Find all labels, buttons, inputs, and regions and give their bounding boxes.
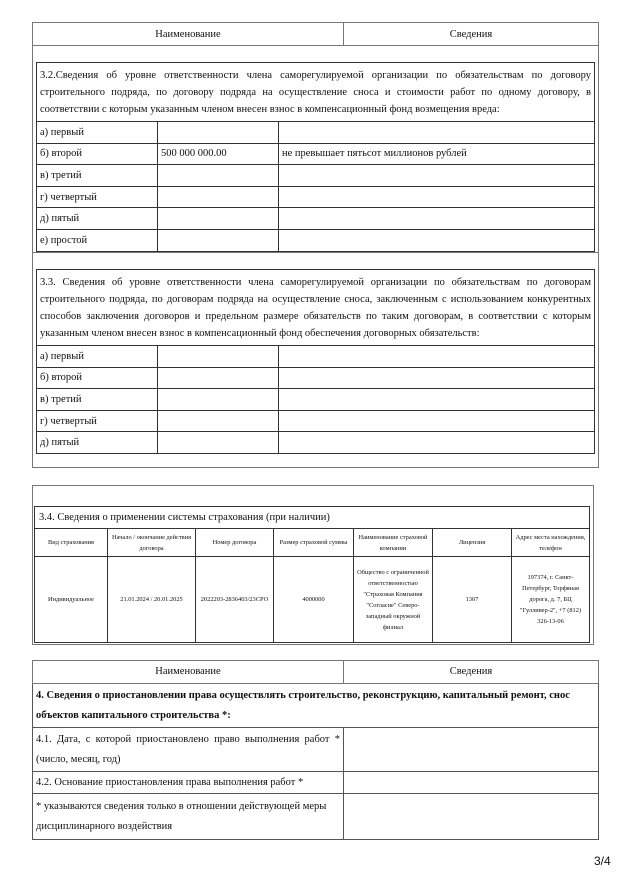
level-label: б) второй <box>37 143 158 165</box>
insurance-company: Общество с ограниченной ответственностью "Страховая Компания "Согласие" Северо-западный окружной филиал <box>354 557 433 643</box>
level-label: в) третий <box>37 165 158 187</box>
amount-cell <box>158 229 279 251</box>
header-table <box>32 22 599 46</box>
level-label: в) третий <box>37 389 158 411</box>
company-address: 197374, г. Санкт-Петербург, Торфяная дорога, д. 7, БЦ "Гулливер-2", +7 (812) 326-13-06 <box>512 557 590 643</box>
amount-cell <box>158 186 279 208</box>
level-label: г) четвертый <box>37 186 158 208</box>
amount-cell <box>158 410 279 432</box>
section-4-table <box>32 660 599 840</box>
section-4-title: 4. Сведения о приостановлении права осуществлять строительство, реконструкцию, капитальный ремонт, снос объектов капитального строительства *: <box>33 684 599 728</box>
description-cell <box>279 229 595 251</box>
table-row <box>37 143 595 165</box>
table-row <box>35 557 590 643</box>
amount-cell: 500 000 000.00 <box>158 143 279 165</box>
amount-cell <box>158 367 279 389</box>
level-label: а) первый <box>37 346 158 368</box>
table-row <box>37 208 595 230</box>
sum-insured: 4000000 <box>274 557 354 643</box>
table-row <box>33 772 599 794</box>
section-3-3-table <box>36 269 595 454</box>
table-row <box>37 389 595 411</box>
header-col-info: Сведения <box>344 661 599 684</box>
table-row <box>37 229 595 251</box>
amount-cell <box>158 432 279 454</box>
row-value <box>344 794 599 840</box>
contract-number: 2022203-2836403/23СРО <box>196 557 274 643</box>
table-row <box>37 346 595 368</box>
column-header: Лицензия <box>433 529 512 557</box>
description-cell <box>279 208 595 230</box>
level-label: а) первый <box>37 122 158 144</box>
description-cell: не превышает пятьсот миллионов рублей <box>279 143 595 165</box>
column-header: Наименование страховой компании <box>354 529 433 557</box>
table-row <box>37 410 595 432</box>
table-row <box>33 794 599 840</box>
amount-cell <box>158 208 279 230</box>
table-row <box>37 186 595 208</box>
level-label: д) пятый <box>37 208 158 230</box>
section-3-4-title: 3.4. Сведения о применении системы страхования (при наличии) <box>35 507 590 529</box>
column-header: Номер договора <box>196 529 274 557</box>
insurance-table <box>34 506 590 643</box>
row-value <box>344 772 599 794</box>
table-row <box>37 122 595 144</box>
level-label: е) простой <box>37 229 158 251</box>
description-cell <box>279 389 595 411</box>
row-value <box>344 728 599 772</box>
amount-cell <box>158 165 279 187</box>
table-row <box>37 432 595 454</box>
table-row <box>33 728 599 772</box>
description-cell <box>279 122 595 144</box>
description-cell <box>279 367 595 389</box>
section-3-3-caption: 3.3. Сведения об уровне ответственности члена саморегулируемой организации по обязательствам по договорам строительного подряда, по договорам подряда на осуществление сноса, заключенным с использованием конкурентных способов заключения договоров и предельном размере обязательств по таким договорам, в соответствии с которым указанным членом внесен взнос в компенсационный фонд обеспечения договорных обязательств: <box>37 270 595 346</box>
description-cell <box>279 410 595 432</box>
header-col-name: Наименование <box>33 23 344 46</box>
level-label: б) второй <box>37 367 158 389</box>
description-cell <box>279 186 595 208</box>
license-number: 1307 <box>433 557 512 643</box>
amount-cell <box>158 346 279 368</box>
row-label: 4.1. Дата, с которой приостановлено право выполнения работ * (число, месяц, год) <box>33 728 344 772</box>
header-col-info: Сведения <box>344 23 599 46</box>
page-number: 3/4 <box>594 854 611 868</box>
description-cell <box>279 346 595 368</box>
header-col-name: Наименование <box>33 661 344 684</box>
contract-period: 21.01.2024 / 20.01.2025 <box>108 557 196 643</box>
level-label: г) четвертый <box>37 410 158 432</box>
footnote-label: * указываются сведения только в отношении действующей меры дисциплинарного воздействия <box>33 794 344 840</box>
level-label: д) пятый <box>37 432 158 454</box>
insurance-type: Индивидуальное <box>35 557 108 643</box>
section-3-2-table <box>36 62 595 252</box>
column-header: Размер страховой суммы <box>274 529 354 557</box>
column-header: Вид страхования <box>35 529 108 557</box>
amount-cell <box>158 122 279 144</box>
column-header: Начало / окончание действия договора <box>108 529 196 557</box>
description-cell <box>279 432 595 454</box>
column-header: Адрес места нахождения, телефон <box>512 529 590 557</box>
description-cell <box>279 165 595 187</box>
table-row <box>37 367 595 389</box>
table-row <box>37 165 595 187</box>
section-3-2-caption: 3.2.Сведения об уровне ответственности члена саморегулируемой организации по обязательствам по договору строительного подряда, по договору подряда на осуществление сноса и стоимости работ по одному договору, в соответствии с которым указанным членом внесен взнос в компенсационный фонд возмещения вреда: <box>37 63 595 122</box>
amount-cell <box>158 389 279 411</box>
row-label: 4.2. Основание приостановления права выполнения работ * <box>33 772 344 794</box>
